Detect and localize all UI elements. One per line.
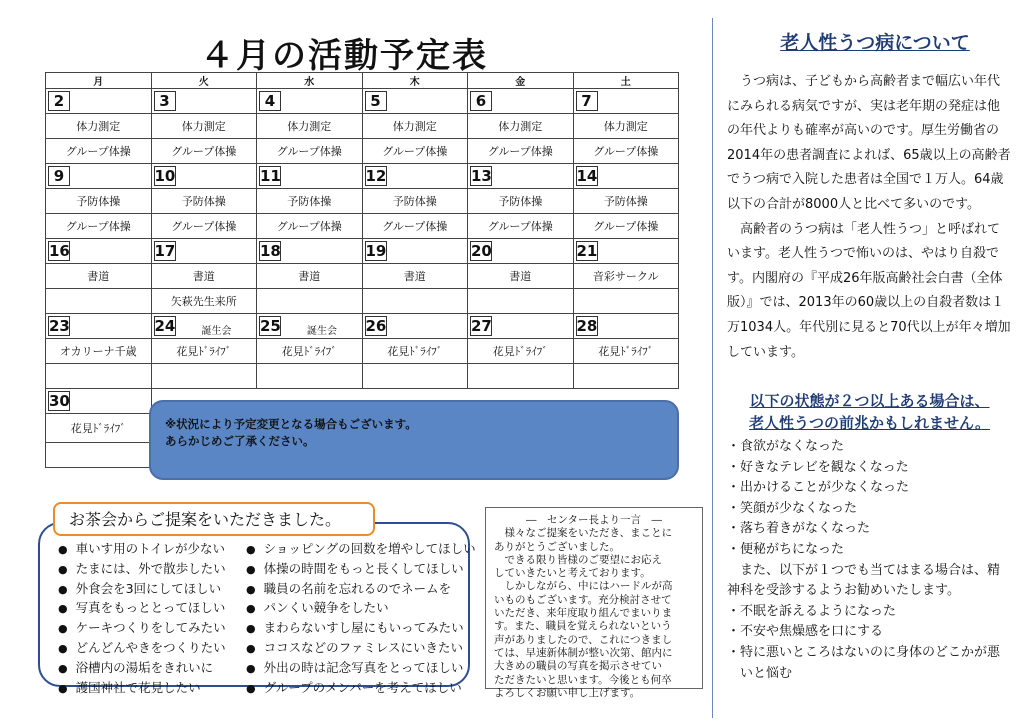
activity-cell — [46, 289, 152, 314]
activity-cell: グループ体操 — [362, 139, 468, 164]
activity-cell: オカリーナ千歳 — [46, 339, 152, 364]
date-number: 26 — [365, 317, 387, 335]
activity-cell — [46, 443, 152, 468]
proposal-item: ● ショッピングの回数を増やしてほしい — [246, 540, 476, 560]
symptom-item: ・ 不眠を訴えるようになった — [727, 602, 1012, 623]
activity-cell: グループ体操 — [573, 214, 679, 239]
day-cell — [468, 314, 574, 339]
activity-row — [46, 264, 679, 289]
activity-row — [46, 339, 679, 364]
date-row — [46, 164, 679, 189]
proposal-item: ● 体操の時間をもっと長くしてほしい — [246, 560, 476, 580]
activity-cell — [46, 364, 152, 389]
proposal-item: ● 写真をもっととってほしい — [58, 599, 226, 619]
symptom-list — [727, 437, 1012, 684]
day-cell — [257, 314, 363, 339]
activity-cell: グループ体操 — [151, 139, 257, 164]
symptom-item: ・ 食欲がなくなった — [727, 437, 1012, 458]
day-cell — [46, 164, 152, 189]
weekday-fri: 金 — [468, 73, 574, 89]
activity-cell: 音彩サークル — [573, 264, 679, 289]
day-cell — [573, 89, 679, 114]
symptom-item: ・ 出かけることが少なくなった — [727, 478, 1012, 499]
column-divider — [712, 18, 713, 718]
director-message-line: いものもございます。充分検討させて — [494, 593, 672, 606]
consult-advice: また、以下が１つでも当てはまる場合は、精神科を受診するようお勧めいたします。 — [727, 562, 1001, 599]
proposal-item: ● 職員の名前を忘れるのでネームを — [246, 580, 476, 600]
day-cell — [151, 314, 257, 339]
activity-cell: 花見ﾄﾞﾗｲﾌﾞ — [468, 339, 574, 364]
activity-cell: 予防体操 — [151, 189, 257, 214]
activity-cell: グループ体操 — [573, 139, 679, 164]
symptom-item: ・ 特に悪いところはないのに身体のどこかが悪いと悩む — [727, 643, 1012, 684]
date-number: 21 — [576, 242, 598, 260]
director-message-line: 声がありましたので、これにつきまし — [494, 633, 673, 646]
article-title: 老人性うつ病について — [780, 32, 970, 54]
activity-cell: 書道 — [362, 264, 468, 289]
date-row — [46, 314, 679, 339]
director-message-line: よろしくお願い申し上げます。 — [494, 686, 641, 699]
director-message — [485, 507, 703, 699]
activity-cell: グループ体操 — [151, 214, 257, 239]
day-note: 誕生会 — [307, 326, 337, 337]
activity-cell: グループ体操 — [46, 139, 152, 164]
day-cell — [257, 239, 363, 264]
date-number: 17 — [154, 242, 176, 260]
date-number: 14 — [576, 167, 598, 185]
weekday-wed: 水 — [257, 73, 363, 89]
date-number: 28 — [576, 317, 598, 335]
date-number: 24 — [154, 317, 176, 335]
warning-subtitle — [727, 390, 1012, 434]
date-number: 2 — [48, 91, 70, 111]
activity-row — [46, 114, 679, 139]
director-message-line: ありがとうございました。 — [494, 540, 620, 553]
day-cell — [362, 314, 468, 339]
proposal-list-right — [246, 540, 476, 698]
proposal-item: ● 浴槽内の湯垢をきれいに — [58, 659, 226, 679]
activity-cell: 予防体操 — [573, 189, 679, 214]
activity-cell: 予防体操 — [468, 189, 574, 214]
weekday-tue: 火 — [151, 73, 257, 89]
proposal-item: ● ココスなどのファミレスにいきたい — [246, 639, 476, 659]
activity-row — [46, 214, 679, 239]
activity-cell: 花見ﾄﾞﾗｲﾌﾞ — [151, 339, 257, 364]
activity-cell: 体力測定 — [573, 114, 679, 139]
calendar-title: ４月の活動予定表 — [200, 36, 488, 76]
activity-cell: グループ体操 — [46, 214, 152, 239]
date-number: 6 — [470, 91, 492, 111]
day-cell — [362, 164, 468, 189]
date-number: 16 — [49, 242, 70, 260]
activity-cell: 予防体操 — [257, 189, 363, 214]
director-message-line: ただきたいと思います。今後とも何卒 — [494, 673, 672, 686]
day-cell — [573, 164, 679, 189]
proposal-item: ● 外出の時は記念写真をとってほしい — [246, 659, 476, 679]
day-cell — [468, 164, 574, 189]
date-number: 4 — [259, 91, 281, 111]
activity-cell — [362, 289, 468, 314]
schedule-change-notice — [149, 400, 679, 480]
day-cell — [257, 164, 363, 189]
symptom-item: ・ 笑顔が少なくなった — [727, 499, 1012, 520]
day-cell — [468, 239, 574, 264]
symptom-item: ・ 好きなテレビを観なくなった — [727, 458, 1012, 479]
day-cell — [151, 89, 257, 114]
date-row — [46, 239, 679, 264]
symptom-item: ・ 不安や焦燥感を口にする — [727, 622, 1012, 643]
article-body — [727, 70, 1012, 365]
proposal-item: ● パンくい競争をしたい — [246, 599, 476, 619]
activity-cell — [573, 289, 679, 314]
director-message-line: できる限り皆様のご要望にお応え — [494, 553, 662, 566]
proposal-list-left — [58, 540, 226, 698]
date-number: 9 — [48, 166, 70, 186]
director-message-line: ては、早速新体制が整い次第、館内に — [494, 646, 673, 659]
activity-cell — [362, 364, 468, 389]
activity-cell: 書道 — [46, 264, 152, 289]
day-cell — [257, 89, 363, 114]
symptom-item: ・ 落ち着きがなくなった — [727, 519, 1012, 540]
day-cell — [46, 239, 152, 264]
activity-row — [46, 289, 679, 314]
date-number: 20 — [471, 242, 492, 260]
activity-cell: 体力測定 — [362, 114, 468, 139]
proposal-item: ● 護国神社で花見したい — [58, 679, 226, 699]
date-number: 12 — [365, 167, 387, 185]
notice-line: あらかじめご了承ください。 — [165, 434, 315, 448]
activity-cell: 書道 — [257, 264, 363, 289]
activity-cell — [257, 289, 363, 314]
director-message-line: いただき、来年度取り組んでまいりま — [494, 607, 673, 620]
activity-cell — [151, 364, 257, 389]
activity-row — [46, 364, 679, 389]
day-cell — [151, 239, 257, 264]
date-number: 5 — [365, 91, 387, 111]
activity-cell: 書道 — [151, 264, 257, 289]
proposal-item: ● ケーキつくりをしてみたい — [58, 619, 226, 639]
day-cell — [468, 89, 574, 114]
director-message-line: していきたいと考えております。 — [494, 567, 651, 580]
proposal-item: ● グループのメンバーを考えてほしい — [246, 679, 476, 699]
weekday-thu: 木 — [362, 73, 468, 89]
warning-subtitle-line: 以下の状態が２つ以上ある場合は、 — [749, 392, 990, 410]
day-cell — [573, 239, 679, 264]
date-number: 10 — [154, 167, 176, 185]
activity-cell: 体力測定 — [151, 114, 257, 139]
activity-cell: グループ体操 — [362, 214, 468, 239]
activity-cell — [468, 289, 574, 314]
day-cell — [362, 89, 468, 114]
activity-cell: 花見ﾄﾞﾗｲﾌﾞ — [46, 414, 152, 443]
activity-cell — [468, 364, 574, 389]
date-number: 25 — [260, 317, 281, 335]
director-message-line: しかしながら、中にはハードルが高 — [494, 580, 673, 593]
proposal-item: ● 外食会を3回にしてほしい — [58, 580, 226, 600]
proposal-item: ● たまには、外で散歩したい — [58, 560, 226, 580]
date-number: 11 — [260, 167, 281, 185]
day-note: 誕生会 — [201, 326, 232, 337]
activity-cell: 花見ﾄﾞﾗｲﾌﾞ — [257, 339, 363, 364]
proposal-item: ● 車いす用のトイレが少ない — [58, 540, 226, 560]
symptom-item: ・ 便秘がちになった — [727, 540, 1012, 561]
activity-cell: 体力測定 — [46, 114, 152, 139]
activity-cell: 花見ﾄﾞﾗｲﾌﾞ — [362, 339, 468, 364]
date-number: 27 — [471, 317, 492, 335]
weekday-header-row — [46, 73, 679, 89]
director-message-line: す。また、職員を覚えられないという — [494, 620, 672, 633]
date-number: 7 — [576, 91, 598, 111]
warning-subtitle-line: 老人性うつの前兆かもしれません。 — [749, 414, 990, 432]
proposal-item: ● どんどんやきをつくりたい — [58, 639, 226, 659]
date-number: 18 — [260, 242, 281, 260]
weekday-sat: 土 — [573, 73, 679, 89]
activity-cell: 予防体操 — [46, 189, 152, 214]
weekday-mon: 月 — [46, 73, 152, 89]
director-message-line: 大きめの職員の写真を掲示させてい — [494, 660, 662, 673]
date-number: 13 — [471, 167, 492, 185]
day-cell — [362, 239, 468, 264]
activity-cell: グループ体操 — [257, 214, 363, 239]
article-paragraph-1: うつ病は、子どもから高齢者まで幅広い年代にみられる病気ですが、実は老年期の発症は他の年代よりも確率が高いのです。厚生労働省の2014年の患者調査によれば、65歳以上の高齢者でうつ病で入院した患者は全国で１万人。64歳以下の合計が8000人と比べて多いのです。 — [727, 74, 1011, 212]
notice-line: ※状況により予定変更となる場合もございます。 — [165, 417, 417, 431]
article-paragraph-2: 高齢者のうつ病は「老人性うつ」と呼ばれています。老人性うつで怖いのは、やはり自殺です。内閣府の『平成26年版高齢社会白書（全体版）』では、2013年の60歳以上の自殺者数は１万1034人。年代別に見ると70代以上が年々増加しています。 — [727, 221, 1011, 360]
director-message-heading: ― センター長より一言 ― — [525, 514, 663, 526]
activity-row — [46, 189, 679, 214]
date-row — [46, 89, 679, 114]
activity-cell: 体力測定 — [257, 114, 363, 139]
date-number: 23 — [49, 317, 70, 335]
activity-cell: グループ体操 — [468, 139, 574, 164]
activity-cell: グループ体操 — [257, 139, 363, 164]
activity-cell — [573, 364, 679, 389]
activity-cell: 書道 — [468, 264, 574, 289]
date-number: 19 — [365, 242, 387, 260]
activity-cell: 体力測定 — [468, 114, 574, 139]
day-cell — [151, 164, 257, 189]
day-cell — [46, 89, 152, 114]
activity-cell: 花見ﾄﾞﾗｲﾌﾞ — [573, 339, 679, 364]
proposal-item: ● まわらないすし屋にもいってみたい — [246, 619, 476, 639]
activity-cell: グループ体操 — [468, 214, 574, 239]
day-cell — [46, 314, 152, 339]
director-message-line: 様々なご提案をいただき、まことに — [494, 527, 673, 540]
day-cell — [573, 314, 679, 339]
activity-cell — [257, 364, 363, 389]
activity-cell: 矢萩先生来所 — [151, 289, 257, 314]
activity-cell: 予防体操 — [362, 189, 468, 214]
date-number: 30 — [49, 392, 70, 410]
date-number: 3 — [154, 91, 176, 111]
tea-party-title: お茶会からご提案をいただきました。 — [53, 502, 375, 536]
activity-row — [46, 139, 679, 164]
day-cell — [46, 389, 152, 414]
